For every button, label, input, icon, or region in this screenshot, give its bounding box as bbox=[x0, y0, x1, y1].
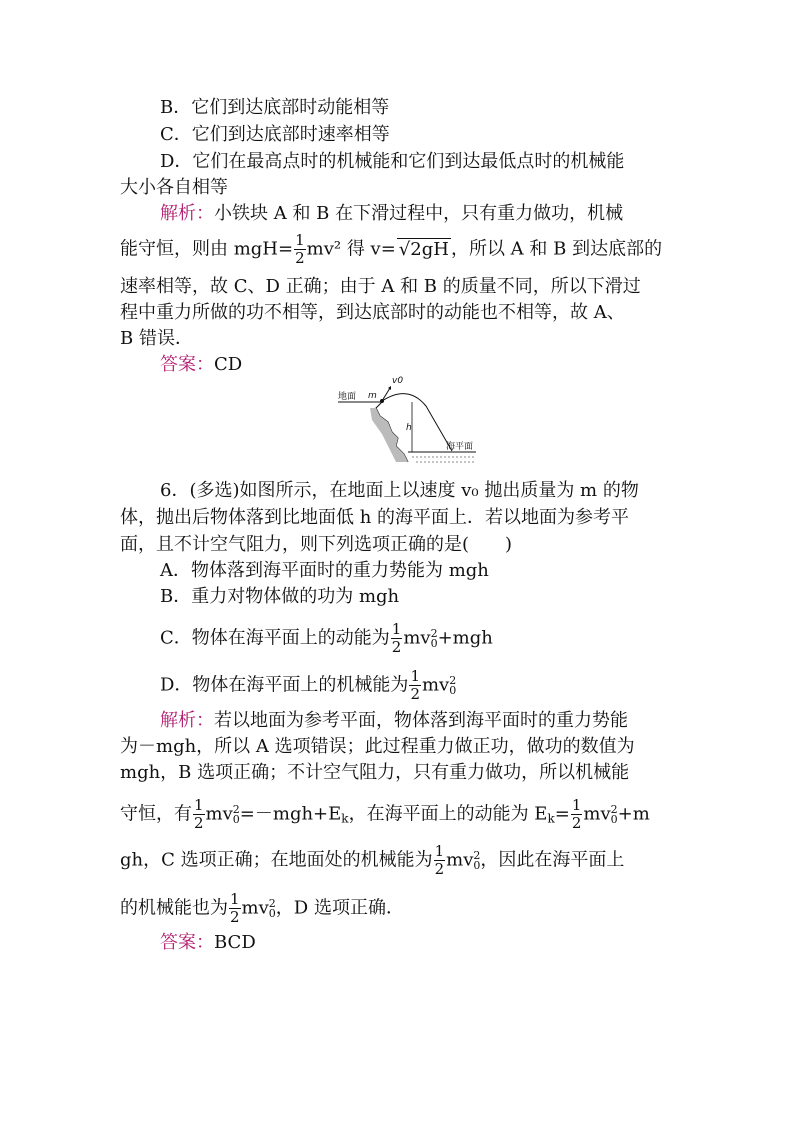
answer-label: 答案： bbox=[160, 354, 214, 375]
sea-label: 海平面 bbox=[446, 442, 474, 452]
analysis1-line1: 解析：小铁块 A 和 B 在下滑过程中，只有重力做功，机械 bbox=[160, 203, 624, 224]
fraction-half: $\frac{1}{2}$ bbox=[391, 620, 402, 656]
analysis2-line1: 解析：若以地面为参考平面，物体落到海平面时的重力势能 bbox=[160, 710, 628, 731]
analysis1-line2: 能守恒，则由 mgH= $\frac{1}{2}$ mv² 得 v= √2gH ，所以 A 和 B 到达底部的 bbox=[120, 231, 663, 267]
svg-text:h: h bbox=[406, 423, 412, 433]
fraction-half: $\frac{1}{2}$ bbox=[295, 231, 305, 267]
analysis2-line6: 的机械能也为 $\frac{1}{2}$ mv 2 0 ，D 选项正确． bbox=[120, 890, 404, 926]
analysis1-line3: 速率相等，故 C、D 正确；由于 A 和 B 的质量不同，所以下滑过 bbox=[120, 276, 641, 297]
option-d-line1: D．它们在最高点时的机械能和它们到达最低点时的机械能 bbox=[160, 151, 625, 172]
sqrt-2gh: √2gH bbox=[398, 238, 449, 260]
svg-text:v0: v0 bbox=[392, 376, 404, 386]
fraction-half: $\frac{1}{2}$ bbox=[434, 842, 445, 878]
answer-value: CD bbox=[214, 354, 243, 375]
fraction-half: $\frac{1}{2}$ bbox=[230, 890, 240, 926]
option-c: C．它们到达底部时速率相等 bbox=[160, 124, 390, 145]
fraction-half: $\frac{1}{2}$ bbox=[410, 667, 420, 703]
fraction-half: $\frac{1}{2}$ bbox=[194, 796, 204, 832]
option-b: B．它们到达底部时动能相等 bbox=[160, 97, 390, 118]
option-d-line2: 大小各自相等 bbox=[120, 177, 228, 198]
q6-line3: 面，且不计空气阻力，则下列选项正确的是( ) bbox=[120, 534, 513, 555]
answer-label: 答案： bbox=[160, 932, 214, 953]
answer-value: BCD bbox=[214, 932, 256, 953]
q6-option-b: B．重力对物体做的功为 mgh bbox=[160, 586, 400, 607]
mass-dot bbox=[380, 399, 384, 403]
q6-line1: 6．(多选)如图所示，在地面上以速度 v₀ 抛出质量为 m 的物 bbox=[160, 480, 639, 501]
analysis1-line5: B 错误． bbox=[120, 328, 193, 349]
svg-text:m: m bbox=[368, 391, 377, 401]
q6-option-c: C．物体在海平面上的动能为 $\frac{1}{2}$ mv 2 0 +mgh bbox=[160, 620, 493, 656]
analysis2-line5: gh，C 选项正确；在地面处的机械能为 $\frac{1}{2}$ mv 2 0 ，因此在海平面上 bbox=[120, 842, 625, 878]
q6-option-a: A．物体落到海平面时的重力势能为 mgh bbox=[160, 560, 489, 581]
projectile-cliff-figure bbox=[336, 374, 486, 480]
answer2 bbox=[160, 932, 256, 954]
q6-line2: 体，抛出后物体落到比地面低 h 的海平面上．若以地面为参考平 bbox=[120, 507, 630, 528]
analysis2-line3: mgh，B 选项正确；不计空气阻力，只有重力做功，所以机械能 bbox=[120, 762, 630, 783]
analysis2-line4: 守恒，有 $\frac{1}{2}$ mv 2 0 $=-mgh+E_k$，在海平面上的动能为 $E_k=$ $\frac{1}{2}$ mv 2 0 +m bbox=[120, 796, 650, 832]
q6-option-d: D．物体在海平面上的机械能为 $\frac{1}{2}$ mv 2 0 bbox=[160, 667, 457, 703]
analysis1-line4: 程中重力所做的功不相等，到达底部时的动能也不相等，故 A、 bbox=[120, 302, 625, 323]
analysis2-line2: 为－mgh，所以 A 选项错误；此过程重力做正功，做功的数值为 bbox=[120, 736, 635, 757]
answer1 bbox=[160, 354, 242, 376]
cliff-hatch bbox=[370, 408, 408, 462]
ground-label: 地面 bbox=[338, 392, 357, 402]
analysis-label: 解析： bbox=[160, 203, 214, 224]
fraction-half: $\frac{1}{2}$ bbox=[571, 796, 582, 832]
